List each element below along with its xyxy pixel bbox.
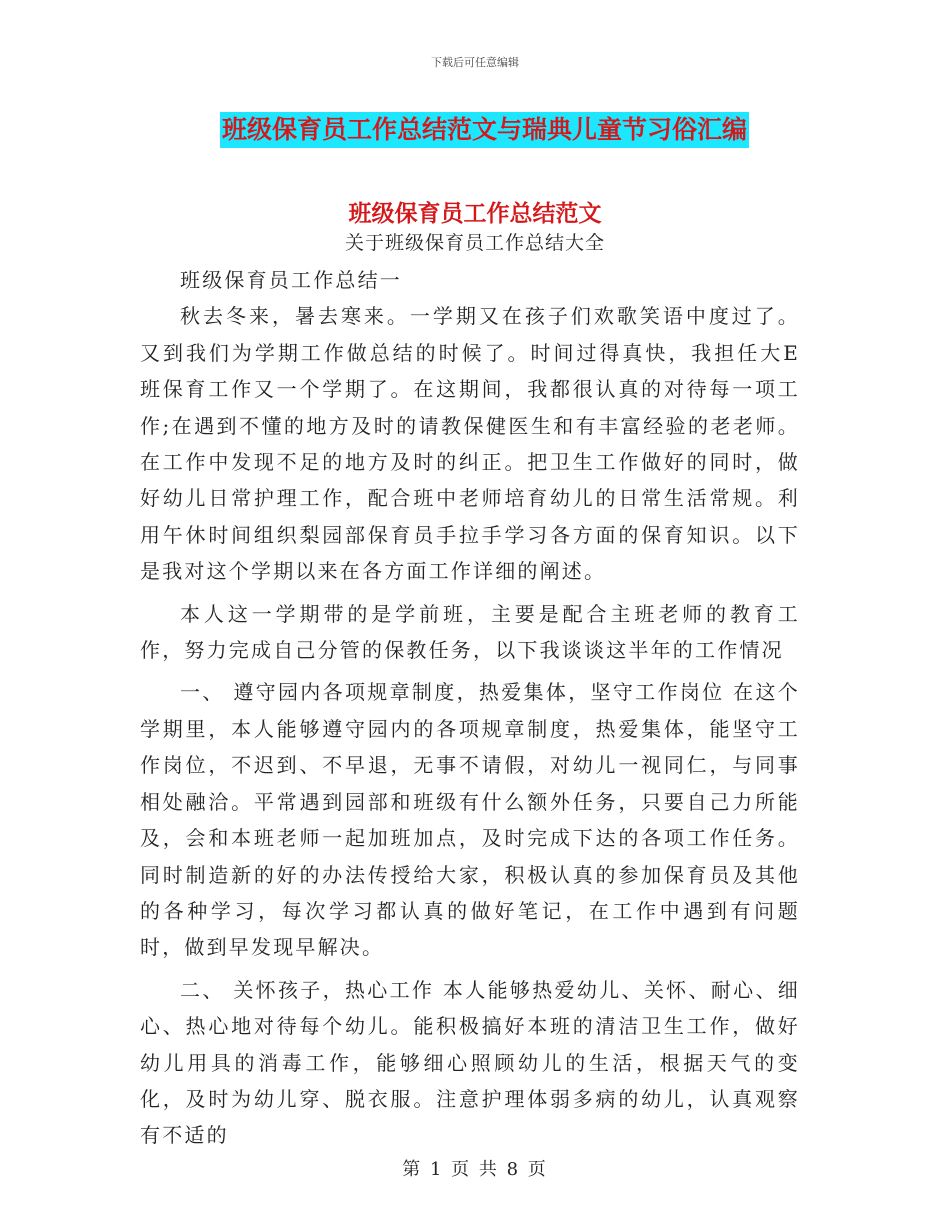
main-title: 班级保育员工作总结范文与瑞典儿童节习俗汇编 [220,112,749,148]
subtitle: 关于班级保育员工作总结大全 [344,232,605,254]
paragraph: 本人这一学期带的是学前班，主要是配合主班老师的教育工作，努力完成自己分管的保教任务，以下我谈谈这半年的工作情况 [140,601,800,663]
paragraph: 秋去冬来，暑去寒来。一学期又在孩子们欢歌笑语中度过了。又到我们为学期工作做总结的时候了。时间过得真快，我担任大E班保育工作又一个学期了。在这期间，我都很认真的对待每一项工作;在遇到不懂的地方及时的请教保健医生和有丰富经验的老老师。在工作中发现不足的地方及时的纠正。把卫生工作做好的同时，做好幼儿日常护理工作，配合班中老师培育幼儿的日常生活常规。利用午休时间组织梨园部保育员手拉手学习各方面的保育知识。以下是我对这个学期以来在各方面工作详细的阐述。 [140,304,800,584]
page-number: 第 1 页 共 8 页 [402,1159,548,1180]
section-title: 班级保育员工作总结范文 [348,200,602,227]
paragraph-heading: 班级保育员工作总结一 [180,268,402,292]
paragraph: 二、 关怀孩子，热心工作 本人能够热爱幼儿、关怀、耐心、细心、热心地对待每个幼儿。能积极搞好本班的清洁卫生工作，做好幼儿用具的消毒工作，能够细心照顾幼儿的生活，根据天气的变化，及时为幼儿穿、脱衣服。注意护理体弱多病的幼儿，认真观察有不适的 [140,977,800,1148]
document-body [140,262,800,1154]
paragraph: 一、 遵守园内各项规章制度，热爱集体，坚守工作岗位 在这个学期里，本人能够遵守园内的各项规章制度，热爱集体，能坚守工作岗位，不迟到、不早退，无事不请假，对幼儿一视同仁，与同事相处融洽。平常遇到园部和班级有什么额外任务，只要自己力所能及，会和本班老师一起加班加点，及时完成下达的各项工作任务。同时制造新的好的办法传授给大家，积极认真的参加保育员及其他的各种学习，每次学习都认真的做好笔记，在工作中遇到有问题时，做到早发现早解决。 [140,680,800,960]
page-header-note: 下载后可任意编辑 [431,56,519,69]
